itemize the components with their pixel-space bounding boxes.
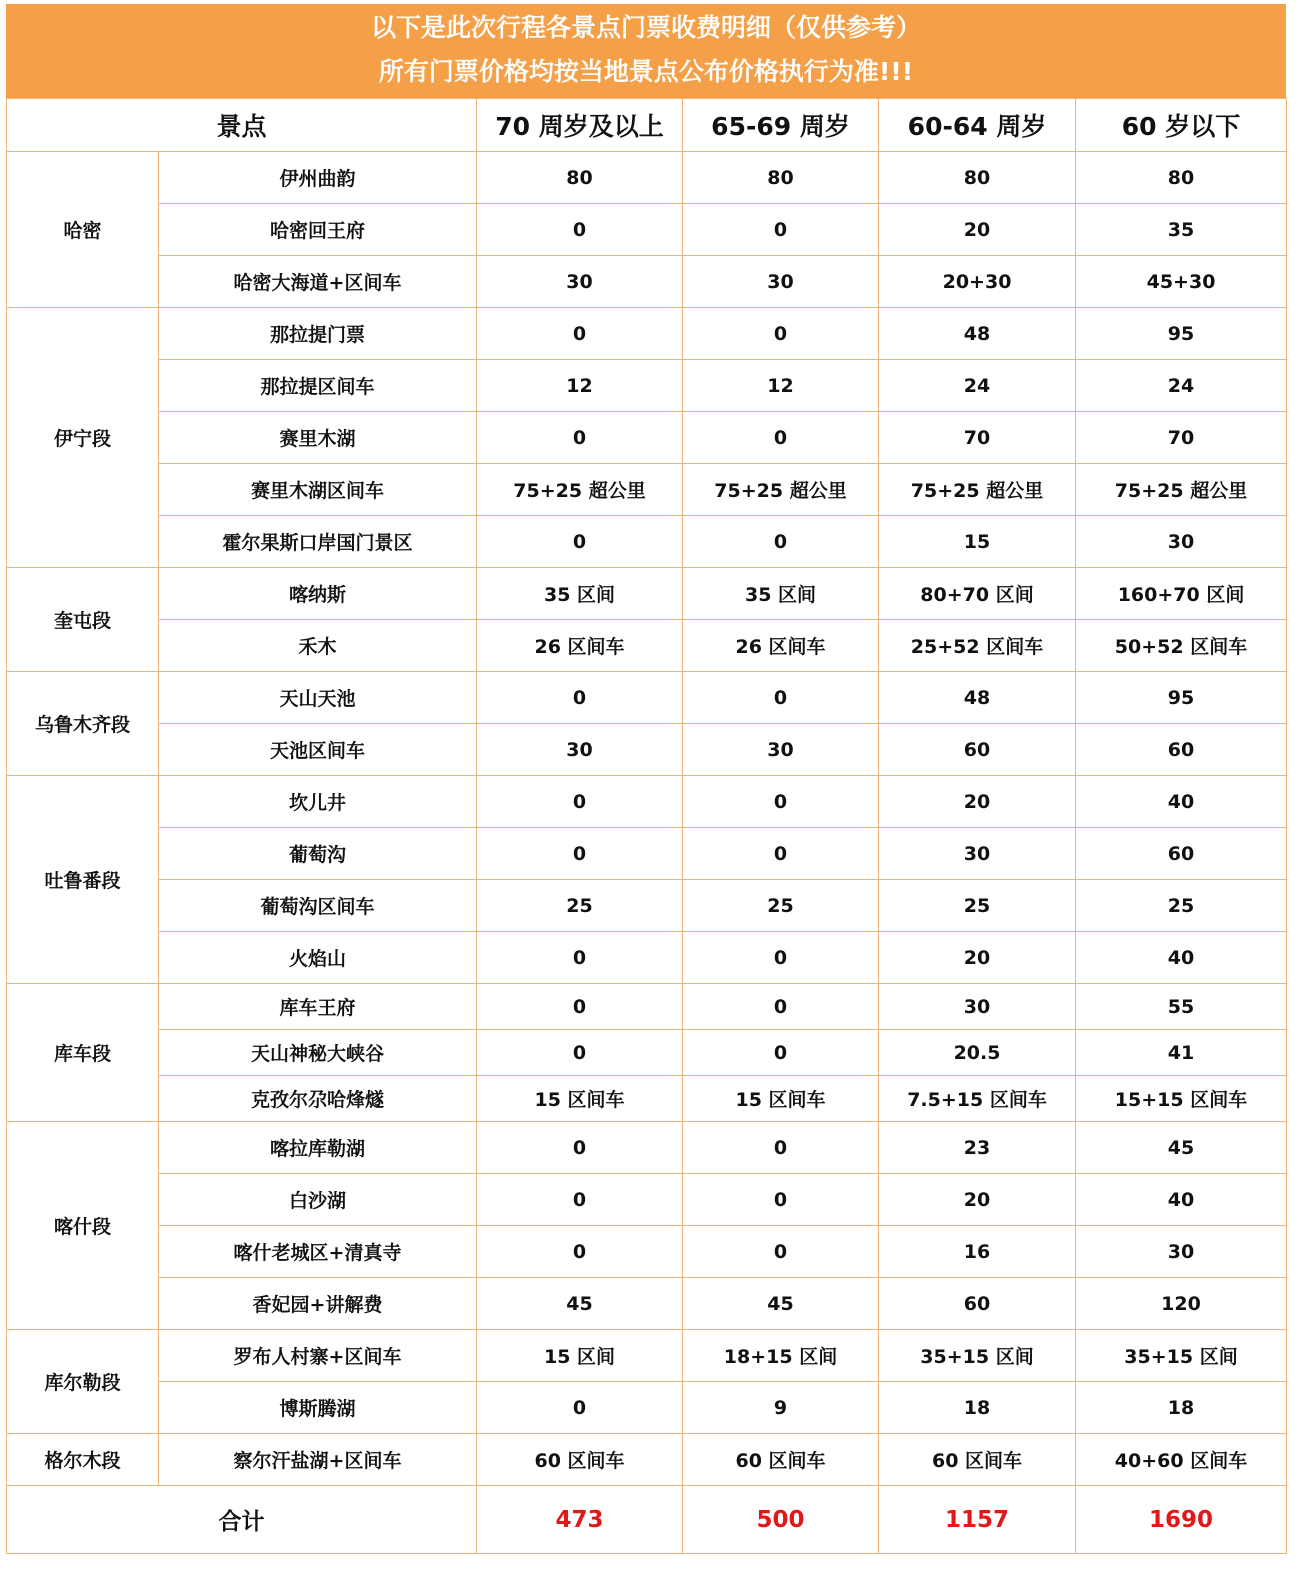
table-row [7,1434,1287,1486]
section-name: 奎屯段 [7,568,159,672]
price-cell: 0 [683,932,879,984]
price-cell: 80 [1076,152,1287,204]
spot-name: 坎儿井 [159,776,477,828]
price-cell: 95 [1076,308,1287,360]
price-cell: 45 [683,1278,879,1330]
price-cell: 15+15 区间车 [1076,1076,1287,1122]
spot-name: 喀纳斯 [159,568,477,620]
table-body [7,152,1287,1486]
price-cell: 0 [477,932,683,984]
price-cell: 30 [477,724,683,776]
table-row [7,1174,1287,1226]
price-cell: 30 [879,984,1076,1030]
spot-name: 禾木 [159,620,477,672]
price-cell: 26 区间车 [477,620,683,672]
price-cell: 60 [879,1278,1076,1330]
price-cell: 35+15 区间 [1076,1330,1287,1382]
table-row [7,464,1287,516]
price-cell: 18 [879,1382,1076,1434]
price-cell: 0 [477,672,683,724]
price-cell: 75+25 超公里 [683,464,879,516]
price-cell: 30 [1076,516,1287,568]
price-cell: 0 [477,828,683,880]
price-cell: 80 [477,152,683,204]
table-row [7,1122,1287,1174]
table-row [7,360,1287,412]
header-spot: 景点 [7,99,477,152]
price-cell: 0 [477,516,683,568]
price-cell: 0 [477,308,683,360]
price-cell: 120 [1076,1278,1287,1330]
table-row [7,1076,1287,1122]
table-row [7,672,1287,724]
price-cell: 35 区间 [477,568,683,620]
price-cell: 0 [477,776,683,828]
spot-name: 那拉提门票 [159,308,477,360]
spot-name: 香妃园+讲解费 [159,1278,477,1330]
table-row [7,152,1287,204]
price-cell: 35+15 区间 [879,1330,1076,1382]
table-row [7,776,1287,828]
price-cell: 0 [683,516,879,568]
table-row [7,1278,1287,1330]
price-cell: 15 区间车 [477,1076,683,1122]
price-cell: 0 [683,1122,879,1174]
price-cell: 0 [683,984,879,1030]
price-cell: 23 [879,1122,1076,1174]
table-row [7,880,1287,932]
spot-name: 葡萄沟 [159,828,477,880]
spot-name: 火焰山 [159,932,477,984]
price-cell: 60 区间车 [477,1434,683,1486]
price-cell: 70 [1076,412,1287,464]
price-cell: 30 [683,724,879,776]
table-row [7,256,1287,308]
price-cell: 45 [477,1278,683,1330]
table-row [7,828,1287,880]
spot-name: 克孜尔尕哈烽燧 [159,1076,477,1122]
header-age-70-plus: 70 周岁及以上 [477,99,683,152]
table-row [7,204,1287,256]
banner-line-2: 所有门票价格均按当地景点公布价格执行为准!!! [378,57,914,86]
price-cell: 9 [683,1382,879,1434]
price-cell: 0 [477,1174,683,1226]
spot-name: 伊州曲韵 [159,152,477,204]
spot-name: 白沙湖 [159,1174,477,1226]
price-cell: 35 区间 [683,568,879,620]
price-cell: 30 [683,256,879,308]
price-cell: 20+30 [879,256,1076,308]
table-row [7,1030,1287,1076]
price-cell: 40 [1076,776,1287,828]
total-value: 1157 [879,1486,1076,1554]
price-cell: 18+15 区间 [683,1330,879,1382]
price-cell: 30 [879,828,1076,880]
price-cell: 45+30 [1076,256,1287,308]
price-cell: 0 [683,776,879,828]
price-cell: 80 [879,152,1076,204]
header-row [7,99,1287,152]
price-cell: 80+70 区间 [879,568,1076,620]
price-cell: 26 区间车 [683,620,879,672]
table-row [7,984,1287,1030]
spot-name: 天池区间车 [159,724,477,776]
price-cell: 75+25 超公里 [477,464,683,516]
price-cell: 45 [1076,1122,1287,1174]
total-value: 1690 [1076,1486,1287,1554]
price-cell: 15 [879,516,1076,568]
price-cell: 20 [879,1174,1076,1226]
price-cell: 25 [1076,880,1287,932]
price-cell: 0 [477,412,683,464]
price-cell: 95 [1076,672,1287,724]
price-cell: 12 [683,360,879,412]
banner-line-1: 以下是此次行程各景点门票收费明细（仅供参考） [370,13,921,42]
price-sheet [6,4,1286,1554]
table-row [7,932,1287,984]
price-cell: 0 [477,1226,683,1278]
table-row [7,516,1287,568]
price-cell: 60 [1076,828,1287,880]
section-name: 伊宁段 [7,308,159,568]
price-cell: 0 [477,1030,683,1076]
title-banner [6,4,1286,98]
price-cell: 15 区间车 [683,1076,879,1122]
price-cell: 70 [879,412,1076,464]
price-cell: 20 [879,204,1076,256]
spot-name: 库车王府 [159,984,477,1030]
price-cell: 160+70 区间 [1076,568,1287,620]
price-cell: 30 [477,256,683,308]
section-name: 库车段 [7,984,159,1122]
price-cell: 40 [1076,1174,1287,1226]
price-cell: 12 [477,360,683,412]
spot-name: 博斯腾湖 [159,1382,477,1434]
price-cell: 25 [683,880,879,932]
price-cell: 50+52 区间车 [1076,620,1287,672]
price-cell: 15 区间 [477,1330,683,1382]
header-age-under-60: 60 岁以下 [1076,99,1287,152]
spot-name: 哈密大海道+区间车 [159,256,477,308]
spot-name: 罗布人村寨+区间车 [159,1330,477,1382]
price-cell: 20 [879,776,1076,828]
price-cell: 55 [1076,984,1287,1030]
price-cell: 18 [1076,1382,1287,1434]
price-cell: 75+25 超公里 [1076,464,1287,516]
price-cell: 75+25 超公里 [879,464,1076,516]
table-row [7,1330,1287,1382]
price-cell: 16 [879,1226,1076,1278]
table-row [7,412,1287,464]
spot-name: 天山神秘大峡谷 [159,1030,477,1076]
spot-name: 喀什老城区+清真寺 [159,1226,477,1278]
price-cell: 0 [477,204,683,256]
price-cell: 25 [879,880,1076,932]
section-name: 吐鲁番段 [7,776,159,984]
price-cell: 41 [1076,1030,1287,1076]
price-cell: 60 区间车 [879,1434,1076,1486]
spot-name: 霍尔果斯口岸国门景区 [159,516,477,568]
price-cell: 0 [683,828,879,880]
price-cell: 24 [879,360,1076,412]
section-name: 喀什段 [7,1122,159,1330]
spot-name: 察尔汗盐湖+区间车 [159,1434,477,1486]
spot-name: 赛里木湖区间车 [159,464,477,516]
header-age-65-69: 65-69 周岁 [683,99,879,152]
table-row [7,568,1287,620]
spot-name: 哈密回王府 [159,204,477,256]
total-value: 500 [683,1486,879,1554]
table-row [7,1226,1287,1278]
section-name: 库尔勒段 [7,1330,159,1434]
ticket-price-table [6,98,1287,1554]
price-cell: 40 [1076,932,1287,984]
price-cell: 0 [683,672,879,724]
table-row [7,1382,1287,1434]
price-cell: 0 [477,1382,683,1434]
price-cell: 7.5+15 区间车 [879,1076,1076,1122]
price-cell: 0 [683,412,879,464]
spot-name: 葡萄沟区间车 [159,880,477,932]
price-cell: 20 [879,932,1076,984]
total-label: 合计 [7,1486,477,1554]
price-cell: 0 [683,1030,879,1076]
price-cell: 0 [683,308,879,360]
table-row [7,308,1287,360]
price-cell: 20.5 [879,1030,1076,1076]
price-cell: 60 [1076,724,1287,776]
price-cell: 0 [683,1174,879,1226]
price-cell: 30 [1076,1226,1287,1278]
price-cell: 35 [1076,204,1287,256]
price-cell: 0 [683,204,879,256]
price-cell: 60 [879,724,1076,776]
section-name: 格尔木段 [7,1434,159,1486]
table-row [7,620,1287,672]
price-cell: 60 区间车 [683,1434,879,1486]
total-value: 473 [477,1486,683,1554]
spot-name: 喀拉库勒湖 [159,1122,477,1174]
table-row [7,724,1287,776]
price-cell: 48 [879,308,1076,360]
price-cell: 24 [1076,360,1287,412]
price-cell: 25 [477,880,683,932]
header-age-60-64: 60-64 周岁 [879,99,1076,152]
price-cell: 0 [683,1226,879,1278]
section-name: 乌鲁木齐段 [7,672,159,776]
spot-name: 赛里木湖 [159,412,477,464]
section-name: 哈密 [7,152,159,308]
price-cell: 40+60 区间车 [1076,1434,1287,1486]
price-cell: 0 [477,1122,683,1174]
total-row [7,1486,1287,1554]
price-cell: 48 [879,672,1076,724]
spot-name: 天山天池 [159,672,477,724]
price-cell: 25+52 区间车 [879,620,1076,672]
spot-name: 那拉提区间车 [159,360,477,412]
price-cell: 0 [477,984,683,1030]
price-cell: 80 [683,152,879,204]
